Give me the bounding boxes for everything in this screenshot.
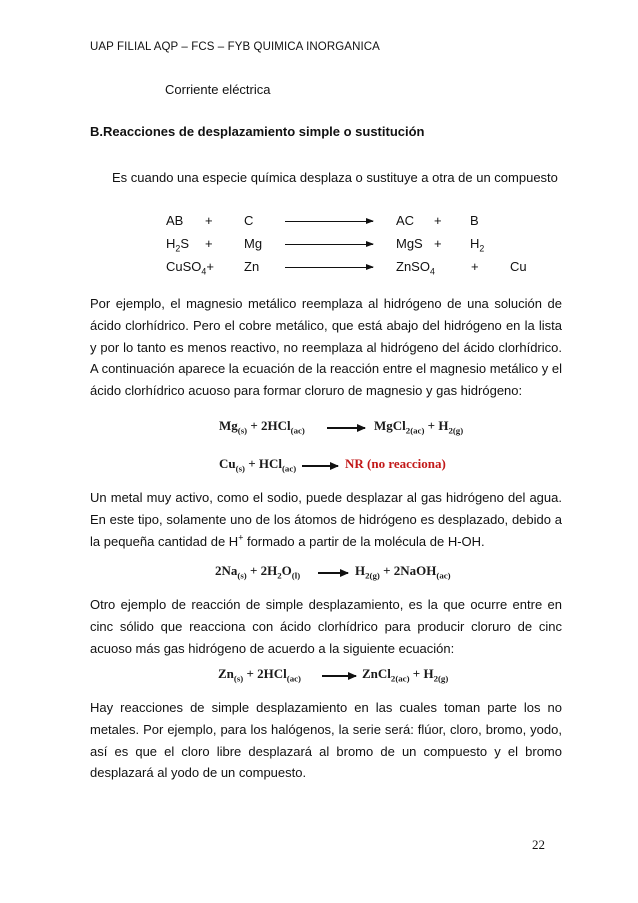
- page-header: UAP FILIAL AQP – FCS – FYB QUIMICA INORGANICA: [90, 41, 380, 53]
- eq-product-c: AC: [396, 213, 415, 228]
- reaction-arrow-icon: [302, 465, 338, 467]
- reaction-arrow-icon: [285, 267, 373, 268]
- equation-mg-products: MgCl$_{2(ac)}$ + $H_{2(g)}$: [374, 418, 464, 436]
- eq-reactant-a: AB: [166, 213, 184, 228]
- paragraph-cinc: Otro ejemplo de reacción de simple desplazamiento, es la que ocurre entre en cinc sólido que reacciona con ácido clorhídrico para producir cloruro de cinc acuoso más gas hidrógeno de acuerdo a la siguiente ecuación:: [90, 597, 562, 656]
- equation-na-water: $2Na_{(s)} + 2H_2O_{(l)}$: [215, 563, 301, 581]
- definition-text: Es cuando una especie química desplaza o sustituye a otra de un compuesto: [112, 170, 558, 185]
- eq-reactant-a: CuSO$_4$+: [166, 259, 214, 277]
- eq-reactant-b: Mg: [244, 236, 263, 251]
- equation-cu-hcl: $Cu_{(s)} + HCl_{(ac)}$: [219, 456, 297, 474]
- eq-plus: +: [434, 236, 442, 251]
- page-number: 22: [532, 837, 545, 852]
- eq-product-d: B: [470, 213, 479, 228]
- general-eq-row-2: [0, 236, 638, 254]
- reaction-arrow-icon: [318, 572, 348, 574]
- eq-plus: +: [205, 213, 213, 228]
- paragraph-no-metales: Hay reacciones de simple desplazamiento en las cuales toman parte los no metales. Por ejemplo, para los halógenos, la serie será: flúor, cloro, bromo, yodo, así es que el cloro libre desplazará al bromo de un compuesto y el bromo desplazará al yodo de un compuesto.: [90, 700, 562, 781]
- equation-na-products: $H_{2(g)}$ + 2NaOH$_{(ac)}$: [355, 563, 451, 581]
- section-title: B.Reacciones de desplazamiento simple o sustitución: [90, 124, 425, 139]
- eq-plus: +: [434, 213, 442, 228]
- eq-reactant-b: Zn: [244, 259, 260, 274]
- equation-zn-products: ZnCl$_{2(ac)}$ + $H_{2(g)}$: [362, 666, 449, 684]
- eq-plus: +: [205, 236, 213, 251]
- reaction-arrow-icon: [322, 675, 356, 677]
- eq-reactant-a: $H_2S$: [166, 236, 189, 254]
- general-eq-row-3: [0, 259, 638, 277]
- no-reaction-label: NR (no reacciona): [345, 456, 446, 471]
- eq-product-c: ZnSO$_4$: [396, 259, 435, 277]
- eq-product-c: MgS: [396, 236, 423, 251]
- eq-product-d: Cu: [510, 259, 527, 274]
- equation-mg-hcl: $Mg_{(s)} + 2HCl_{(ac)}$: [219, 418, 305, 436]
- paragraph-sodio: Un metal muy activo, como el sodio, puede desplazar al gas hidrógeno del agua. En este tipo, solamente uno de los átomos de hidrógeno es desplazado, debido a la pequeña cantidad de H+ formado a partir de la molécula de H-OH.: [90, 490, 562, 549]
- eq-reactant-b: C: [244, 213, 254, 228]
- eq-product-d: $H_2$: [470, 236, 485, 254]
- eq-plus: +: [471, 259, 479, 274]
- corriente-label: Corriente eléctrica: [165, 82, 271, 97]
- general-eq-row-1: [0, 213, 638, 231]
- reaction-arrow-icon: [285, 221, 373, 222]
- reaction-arrow-icon: [327, 427, 365, 429]
- reaction-arrow-icon: [285, 244, 373, 245]
- equation-zn-hcl: $Zn_{(s)} + 2HCl_{(ac)}$: [218, 666, 301, 684]
- paragraph-magnesio: Por ejemplo, el magnesio metálico reemplaza al hidrógeno de una solución de ácido clorhídrico. Pero el cobre metálico, que está abajo del hidrógeno en la lista y por lo tanto es menos reactivo, no reemplaza al hidrógeno del ácido clorhídrico. A continuación aparece la ecuación de la reacción entre el magnesio metálico y el ácido clorhídrico acuoso para formar cloruro de magnesio y gas hidrógeno:: [90, 296, 562, 399]
